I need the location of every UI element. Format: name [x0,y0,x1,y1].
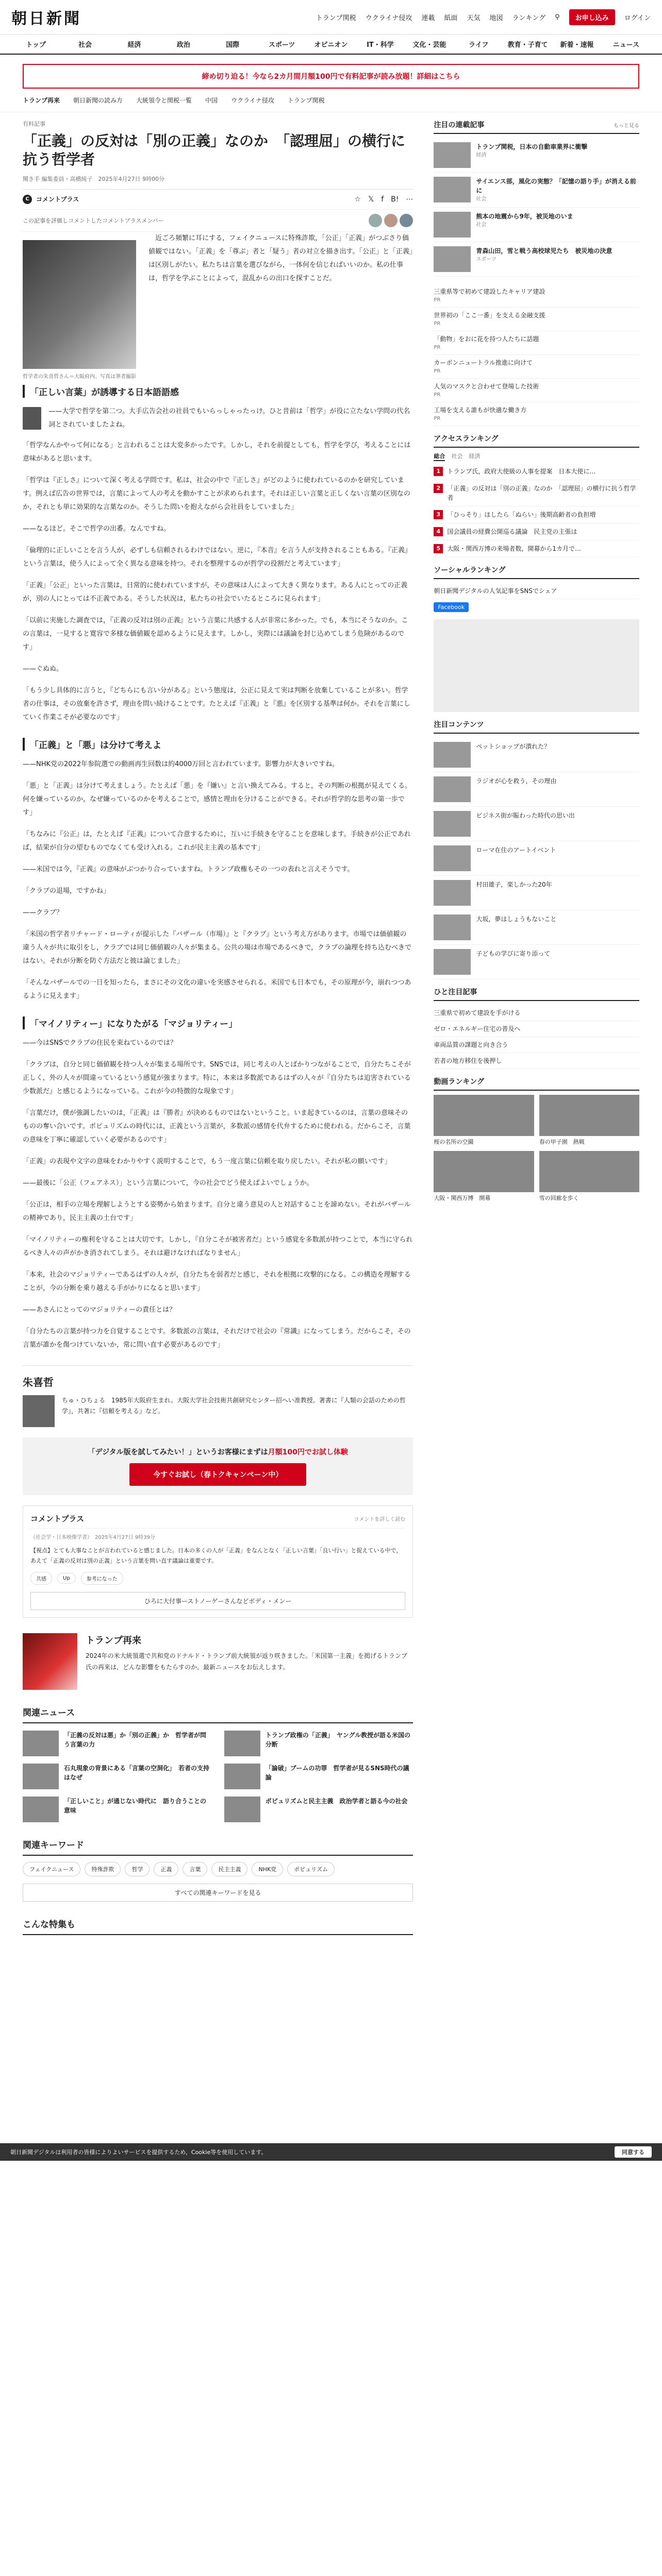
subnav-item[interactable]: 大統領令と関税一覧 [136,97,192,104]
reaction-button[interactable]: 参考になった [81,1572,123,1585]
keyword-chip[interactable]: フェイクニュース [23,1862,80,1876]
author-photo [23,1395,55,1427]
subscribe-button[interactable]: お申し込み [569,9,615,25]
pr-line-text: 「動物」をおに花を持つ人たちに話題 [434,335,539,343]
author-bio: ちゅ・ひちょる 1985年大阪府生まれ。大阪大学社会技術共創研究センター招へい准教授。著書に『人類の会話のための哲学』，共著に『信頼を考える』など。 [62,1396,406,1415]
paragraph: ——最後に「公正（フェアネス）」という言葉について，今の社会でどう使えばよいでしょうか。 [23,1179,313,1187]
featured-thumb [434,212,471,238]
featured-section: 社会 [476,222,487,228]
pr-line[interactable] [434,308,639,331]
video-text: 大阪・関西万博 開幕 [434,1195,491,1202]
trial-promo [23,1437,413,1495]
paragraph: 「クラブの退場，ですかね」 [23,887,110,895]
avatar [384,214,398,227]
promo-text-main: 「デジタル版を試してみたい！」というお客様にまずは [88,1448,268,1456]
rank-number: 1 [434,467,443,476]
pr-line-text: 工場を支える誰もが快適な働き方 [434,406,527,414]
content-thumb [434,776,471,802]
featured-section: 経済 [476,152,487,158]
ad-slot[interactable] [434,619,639,712]
keyword-chip[interactable]: ポピュリズム [287,1862,335,1876]
ranking-item[interactable] [434,463,639,480]
x-share-icon[interactable]: 𝕏 [368,195,374,204]
subnav-item[interactable]: トランプ再来 [23,97,60,104]
comment-card-title: コメントプラス [30,1514,85,1523]
rank-number: 4 [434,527,443,536]
pr-line-text: 三重県等で初めて建設したキャリア建設 [434,288,545,295]
ranking-item[interactable] [434,506,639,523]
ranking-text: 大阪・関西万博の来場者数，開幕から1カ月で… [447,545,582,552]
author-profile [23,1365,413,1427]
header-link[interactable]: 紙面 [444,14,458,22]
nav-item[interactable]: 文化・芸能 [412,41,446,49]
campaign-banner[interactable]: 締め切り迫る！今なら2カ月間月額100円で有料記事が読み放題！詳細はこちら [23,64,639,89]
paragraph: 「正義」「公正」といった言葉は，日常的に使われていますが，その意味は人によって大きく異なります。ある人にとっての正義が，別の人にとっては不正義である。そうした状況は，私たちの社会でいたるところに見られます」 [23,581,408,603]
featured-box [434,120,639,277]
nav-item[interactable]: スポーツ [268,41,295,49]
reaction-button[interactable]: 共感 [30,1572,52,1585]
access-ranking [434,433,639,557]
ranking-text: 「ひっそり」ほしたら「ぬらい」後期高齢者の負担増 [447,511,596,518]
video-thumb [434,1095,534,1136]
subnav-item[interactable]: ウクライナ侵攻 [231,97,274,104]
comment-more-link[interactable]: コメントを詳しく読む [354,1516,406,1522]
pr-line-text: カーボンニュートラル推進に向けて [434,359,533,366]
related-text: トランプ政権の「正義」 ヤングル教授が語る米国の分断 [265,1732,410,1749]
related-thumb [23,1764,59,1789]
share-buttons [354,195,413,204]
header-link[interactable]: 天気 [467,14,481,22]
recommend-title: こんな特集も [23,1917,413,1935]
paragraph: 「自分たちの言葉が持つ力を自覚することです。多数派の言葉は，それだけで社会の『常識』になってしまう。だからこそ，その言葉が誰かを傷つけていないか，常に問い直す必要があるのです」 [23,1327,411,1349]
nav-item[interactable]: 政治 [176,41,190,49]
paragraph: 「哲学なんかやって何になる」と言われることは大変多かったです。しかし，それを前提としても，哲学を学び，考えることには意味があると思います。 [23,441,411,463]
paragraph: 「倫理的に正しいことを言う人が，必ずしも信頼されるわけではない。逆に，『本音』を言う人が支持されることもある。『正義』という言葉は，使う人によって全く異なる意味を持つ。それを整理するのが哲学の役割だと考えています」 [23,546,412,568]
paragraph: 「哲学は『正しさ』について深く考える学問です。私は，社会の中で『正しさ』がどのように使われているのかを研究しています。例えば広告の世界では，言葉によって人の考えを動かすことが求められます。それは正しい言葉と正しくない言葉の区別なのか，それとも単に効果的な言葉なのか。そうした問いを抱えながら会社員をしていました」 [23,476,410,511]
article-category: 有料記事 [23,121,45,127]
related-item[interactable] [23,1731,212,1756]
content-item[interactable] [434,945,639,979]
pr-line[interactable] [434,379,639,402]
paragraph: 「悪」と「正義」は分けて考えましょう。たとえば「悪」を『嫌い』と言い換えてみる。すると，その判断の根拠が見えてくる。何を嫌っているのか，なぜ嫌っているのかを考えることで，感情と理由を分けることができる。それが哲学的な思考の第一歩です」 [23,782,412,817]
header-link[interactable]: 地図 [489,14,503,22]
avatar [400,214,413,227]
pr-label: PR [434,321,441,327]
ranking-item[interactable] [434,480,639,506]
nav-item[interactable]: 国際 [226,41,240,49]
related-thumb [224,1731,260,1756]
content-item[interactable] [434,738,639,772]
photo-caption: 哲学者の朱喜哲さん＝大阪府内、写真は筆者撮影 [23,374,136,380]
related-item[interactable] [224,1797,413,1822]
content2-box [434,987,639,1069]
related-list [23,1731,413,1822]
author-name: 朱喜哲 [23,1376,54,1388]
featured-text: 熊本の地震から9年，被災地のいま [476,213,573,220]
topic-box[interactable] [23,1633,413,1690]
login-link[interactable]: ログイン [624,14,651,22]
facebook-share-icon[interactable]: f [381,195,384,204]
related-title: 関連ニュース [23,1705,413,1723]
commenter-avatars [369,214,413,227]
header-links [316,9,651,25]
topic-image [23,1633,77,1690]
keyword-chip[interactable]: 特殊詐欺 [85,1862,121,1876]
ranking-tab[interactable]: 社会 [451,453,463,460]
paragraph: ——クラブ？ [23,908,63,917]
pr-label: PR [434,297,441,303]
topic-title: トランプ再来 [86,1635,142,1647]
nav-item[interactable]: 社会 [78,41,92,49]
paragraph: 「言葉だけ，僕が強調したいのは，『正義』は『勝者』が決めるものではないということ。いま起きているのは，言葉の意味そのものの奪い合いです。ポピュリズムの時代には，正義という言葉が，多数派の感情を代弁するために使われる。だからこそ，言葉の意味を丁寧に確認していく必要があるのです」 [23,1109,411,1144]
header-link[interactable]: ウクライナ侵攻 [365,14,412,22]
article-lead: 近ごろ頻繁に耳にする，フェイクニュースに特殊詐欺，「公正」「正義」がつぶさり価値観ではない。「正義」を「尊ぶ」者と「疑う」者の対立を描き出す。「公正」と「正義」は区別しがたい。私たちは言葉を選びながら，一体何を信じればいいのか。私の仕事は，哲学を学ぶことによって，混乱からの出口を探すことだ。 [148,234,413,282]
related-thumb [23,1797,59,1822]
site-logo[interactable]: 朝日新聞 [11,10,81,28]
comment-icon: C [23,195,32,204]
paragraph: 「本来，社会のマジョリティーであるはずの人々が，自分たちを弱者だと感じ，それを根拠に攻撃的になる。この構造を理解することが，今の分断を乗り越える手がかりになると思います」 [23,1270,411,1292]
header-link[interactable]: 連載 [421,14,435,22]
rank-number: 2 [434,484,443,493]
paragraph: ——ぐぬぬ。 [23,665,63,673]
search-icon[interactable]: ⚲ [555,13,560,21]
ranking-text: 「正義」の反対は「別の正義」なのか 「認理屈」の横行に抗う哲学者 [447,485,636,501]
keyword-chip[interactable]: 民主主義 [211,1862,247,1876]
cookie-text: 朝日新聞デジタルは利用者の皆様によりよいサービスを提供するため，Cookie等を使用しています。 [10,2149,267,2156]
content2-item[interactable]: 車両品質の課題と向き合う [434,1037,639,1053]
paragraph: ——あさんにとってのマジョリティーの責任とは？ [23,1306,176,1314]
comment-summary[interactable] [23,209,413,232]
comment-date: 2025年4月27日 9時39分 [95,1534,155,1540]
pr-line[interactable] [434,355,639,379]
pr-label: PR [434,416,441,421]
article-byline: 聞き手 編集委員・高橋純子 2025年4月27日 9時00分 [23,175,413,190]
rank-number: 5 [434,544,443,553]
related-text: 「正義の反対は悪」か「別の正義」か 哲学者が問う言葉の力 [64,1732,207,1749]
featured-item[interactable] [434,242,639,277]
featured-more-link[interactable]: もっと見る [614,123,639,129]
keyword-chip[interactable]: NHK党 [252,1862,283,1876]
content-text: 大坂，夢はしょうもないこと [476,916,557,923]
ranking-tab[interactable]: 経済 [469,453,481,460]
content-thumb [434,811,471,837]
promo-text [32,1447,404,1457]
reaction-button[interactable]: Up [57,1573,76,1584]
pr-label: PR [434,345,441,350]
topic-text: 2024年の米大統領選で共和党のドナルド・トランプ前大統領が返り咲きました。「米国第一主義」を掲げるトランプ氏の再来は，どんな影響をもたらすのか。最新ニュースをお伝えします。 [86,1652,407,1671]
cookie-ok-button[interactable]: 同意する [615,2146,652,2158]
content-title: 注目コンテンツ [434,721,484,729]
featured-thumb [434,177,471,202]
content-thumb [434,914,471,940]
pr-line-text: 人気のマスクと合わせて登場した技術 [434,383,539,390]
paragraph: ——米国では今，『正義』の意味がぶつかり合っていますね。トランプ政権もその一つの表れと言えそうです。 [23,865,354,873]
commenter-meta [30,1533,405,1540]
video-item[interactable] [539,1095,639,1146]
paragraph: ——NHK党の2022年参院選での動画再生回数は約4000万回と言われています。影響力が大きいですね。 [23,760,339,768]
trial-button[interactable]: 今すぐお試し（春トクキャンペーン中） [129,1463,306,1486]
interviewer-row [23,405,413,432]
related-item[interactable] [224,1731,413,1756]
promo-text-highlight: 月額100円でお試し体験 [268,1448,348,1456]
pr-line[interactable] [434,284,639,308]
rank-number: 3 [434,510,443,519]
comment-plus-text: コメントプラス [36,196,79,204]
hatena-share-icon[interactable]: B! [391,195,399,204]
content-item[interactable] [434,841,639,876]
nav-item[interactable]: トップ [26,41,46,49]
ranking-item[interactable] [434,523,639,540]
video-text: 雪の回廊を歩く [539,1195,579,1202]
content-box [434,719,639,979]
section-heading: 「正しい言葉」が誘導する日本語語感 [23,385,413,398]
reaction-bar [30,1572,405,1585]
nav-item[interactable]: 新着・速報 [560,41,594,49]
ranking-tabs [434,452,639,461]
paragraph: 「公正は，相手の立場を理解しようとする姿勢から始まります。自分と違う意見の人と対話することを諦めない。それがバザールの精神であり，民主主義の土台です」 [23,1200,411,1222]
nav-item[interactable]: IT・科学 [367,41,394,49]
content-thumb [434,949,471,975]
content-item[interactable] [434,876,639,910]
nav-item[interactable]: 経済 [127,41,141,49]
pr-line[interactable] [434,331,639,355]
featured-thumb [434,142,471,168]
video-title: 動画ランキング [434,1078,484,1086]
featured-text: トランプ関税，日本の自動車業界に衝撃 [476,143,588,150]
featured-text: 青森山田，雪と戦う高校球児たち 被災地の決意 [476,247,613,255]
paragraph: 「以前に実施した調査では，『正義の反対は別の正義』という言葉に共感する人が非常に多かった。でも，本当にそうなのか。この言葉は，一見すると寛容で多様な価値観を認めるように見えます。しかし，実際には議論を封じ込めてしまう危険があるのです」 [23,616,408,651]
content2-item[interactable]: 若者の地方移住を後押し [434,1053,639,1069]
social-ranking [434,565,639,612]
content-item[interactable] [434,807,639,841]
article-tools [23,190,413,209]
comment-footer-button[interactable]: ひろに大付事ーストノーゲーさんなどボディ・メンー [30,1592,405,1610]
related-thumb [224,1764,260,1789]
related-item[interactable] [23,1797,212,1822]
pr-label: PR [434,392,441,398]
bookmark-icon[interactable]: ☆ [354,195,361,204]
paragraph: 「もう少し具体的に言うと，『どちらにも言い分がある』という態度は，公正に見えて実は判断を放棄していることが多い。哲学者の仕事は，その放棄を許さず，理由を問い続けることです。たとえば『正義』と『悪』を区別する基準は何か。それを言葉にしていく作業こそが必要なのです」 [23,686,410,721]
social-title: ソーシャルランキング [434,566,506,574]
header-link[interactable]: トランプ関税 [316,14,356,22]
cookie-bar [0,2143,662,2161]
comment-text: 【視点】とても大事なことが言われていると感じました。日本の多くの人が「正義」をなんとなく「正しい言葉」「良い行い」と捉えている中で，あえて「正義の反対は別の正義」という言葉を問い直す議論は重要です。 [30,1547,402,1564]
related-thumb [224,1797,260,1822]
ranking-item[interactable] [434,540,639,557]
keyword-list [23,1862,413,1876]
featured-thumb [434,246,471,272]
content-thumb [434,845,471,871]
nav-item[interactable]: オピニオン [314,41,348,49]
featured-text: サイエンス部，風化の実態？「記憶の語り手」が消える前に [476,178,636,194]
video-item[interactable] [539,1151,639,1202]
content-item[interactable] [434,772,639,807]
site-header [0,0,662,34]
featured-item[interactable] [434,138,639,173]
nav-item[interactable]: 教育・子育て [507,41,548,49]
comment-summary-text: この記事を評価しコメントしたコメントプラスメンバー [23,217,164,224]
more-share-icon[interactable]: ⋯ [406,195,413,204]
video-text: 春の甲子園 熱戦 [539,1139,585,1145]
facebook-button[interactable]: Facebook [434,602,469,612]
related-thumb [23,1731,59,1756]
video-text: 桜の名所の空撮 [434,1139,474,1145]
content2-item[interactable]: 三重県で初めて建設を手がける [434,1005,639,1021]
article-photo[interactable] [23,240,136,369]
featured-title: 注目の連載記事 [434,121,485,129]
content-thumb [434,880,471,906]
sidebar [434,112,639,1935]
paragraph: 「マイノリティーの権利を守ることは大切です。しかし，『自分こそが被害者だ』という感覚を多数派が持つことで，本当に守られるべき人々の声がかき消されてしまう。それは避けなければなりません」 [23,1235,413,1257]
content-text: ラジオが心を救う，その理由 [476,777,557,785]
section-heading: 「マイノリティー」になりたがる「マジョリティー」 [23,1016,413,1029]
comment-plus-label [23,195,79,204]
content-text: ローマ在住のアートイベント [476,846,556,854]
ranking-text: 国会議員の経費公開巡る議論 民主党の主張は [447,528,577,535]
related-item[interactable] [224,1764,413,1789]
subnav-item[interactable]: 中国 [205,97,218,104]
avatar [369,214,382,227]
header-link[interactable]: ランキング [512,14,546,22]
ranking-tab[interactable]: 総合 [434,452,445,461]
content-text: 村田雄子，楽しかった20年 [476,881,552,888]
featured-section: 社会 [476,196,487,202]
content-text: ペットショップが潰れた？ [476,743,551,750]
content-text: ビジネス街が賑わった時代の思い出 [476,812,575,819]
video-ranking [434,1076,639,1202]
pr-line-text: 世界初の「ここ一番」を支える金融支援 [434,312,545,319]
featured-item[interactable] [434,173,639,208]
related-text: ポピュリズムと民主主義 政治学者と語る今の社会 [265,1798,408,1805]
content2-item[interactable]: ゼロ・エネルギー住宅の普及へ [434,1021,639,1037]
video-thumb [539,1151,639,1192]
video-thumb [539,1095,639,1136]
pr-label: PR [434,368,441,374]
paragraph: 「ちなみに『公正』は，たとえば『正義』について合意するために，互いに手続きを守ることを意味します。手続きが公正であれば，結果が自分の望むものでなくても受け入れる。これが民主主義の基本です」 [23,830,411,852]
article-title: 「正義」の反対は「別の正義」なのか 「認理屈」の横行に抗う哲学者 [23,132,406,168]
article-column [23,112,413,1935]
comment-card [23,1505,413,1618]
related-item[interactable] [23,1764,212,1789]
main-nav [0,34,662,55]
ranking-text: トランプ氏，政府大使級の人事を提案 日本大使に… [447,468,596,475]
paragraph: 「米国の哲学者リチャード・ローティが提示した『バザール（市場）』と『クラブ』という考え方があります。市場では価値観の違う人々が共に取引をし，クラブでは同じ価値観の人々が集まる。公共の場は市場であるべきで，クラブの論理を持ち込むべきではない。それが分断を防ぐ方法だと彼は論じました」 [23,930,412,965]
pr-line[interactable] [434,402,639,426]
keyword-chip[interactable]: 言葉 [183,1862,207,1876]
related-text: 石丸現象の背景にある「言葉の空洞化」 若者の支持はなぜ [64,1765,210,1782]
related-text: 「論破」ブームの功罪 哲学者が見るSNS時代の議論 [265,1765,409,1782]
paragraph: ——なるほど。そこで哲学の出番。なんですね。 [23,524,171,533]
paragraph: ——今はSNSでクラブの住民を束ねているのでは？ [23,1039,177,1047]
nav-item[interactable]: ニュース [613,41,640,49]
subnav-item[interactable]: トランプ関税 [287,97,325,104]
paragraph: ——大学で哲学を第二つ。大手広告会社の社員でもいらっしゃったっけ。ひと昔前は「哲学」が役に立たない学問の代名詞とされていましたよね。 [48,407,410,429]
content-text: 子どもの学びに寄り添って [476,950,551,957]
ranking-title: アクセスランキング [434,435,499,443]
paragraph: 「正義」の表現や文字の意味をわかりやすく説明することで，もう一度言葉に信頼を取り戻したい。それが私の願いです」 [23,1157,391,1165]
keyword-chip[interactable]: 正義 [154,1862,178,1876]
social-text: 朝日新聞デジタルの人気記事をSNSでシェア [434,583,639,599]
related-text: 「正しいこと」が通じない時代に 語り合うことの意味 [64,1798,207,1815]
commenter-title: （社会学・日本映像学者） [30,1534,90,1540]
content2-title: ひと注目記事 [434,988,477,996]
nav-item[interactable]: ライフ [469,41,489,49]
paragraph: 「クラブは，自分と同じ価値観を持つ人々が集まる場所です。SNSでは，同じ考えの人とばかりつながることで，自分たちこそが正しく，外の人々が間違っているという感覚が強まります。特に，本来は多数派であるはずの人々が『自分たちは迫害されている少数派だ』と感じるようになっている。これが今の特徴的な現象です」 [23,1060,411,1095]
keyword-chip[interactable]: 哲学 [125,1862,150,1876]
video-item[interactable] [434,1095,534,1146]
keywords-title: 関連キーワード [23,1838,413,1856]
content-thumb [434,742,471,768]
featured-item[interactable] [434,208,639,242]
article-body [23,232,413,1352]
section-heading: 「正義」と「悪」は分けて考えよ [23,738,413,751]
featured-section: スポーツ [476,257,496,262]
video-thumb [434,1151,534,1192]
keywords-more-button[interactable]: すべての関連キーワードを見る [23,1884,413,1902]
video-item[interactable] [434,1151,534,1202]
content-item[interactable] [434,910,639,945]
pr-lines [434,284,639,426]
topic-subnav [0,89,662,112]
subnav-item[interactable]: 朝日新聞の読み方 [73,97,123,104]
interviewer-avatar [23,407,41,430]
paragraph: 「そんなバザールでの一日を知ったら，まさにその文化の違いを実感させられる。米国でも日本でも，その原理が今，崩れつつあるように見えます」 [23,978,411,1000]
